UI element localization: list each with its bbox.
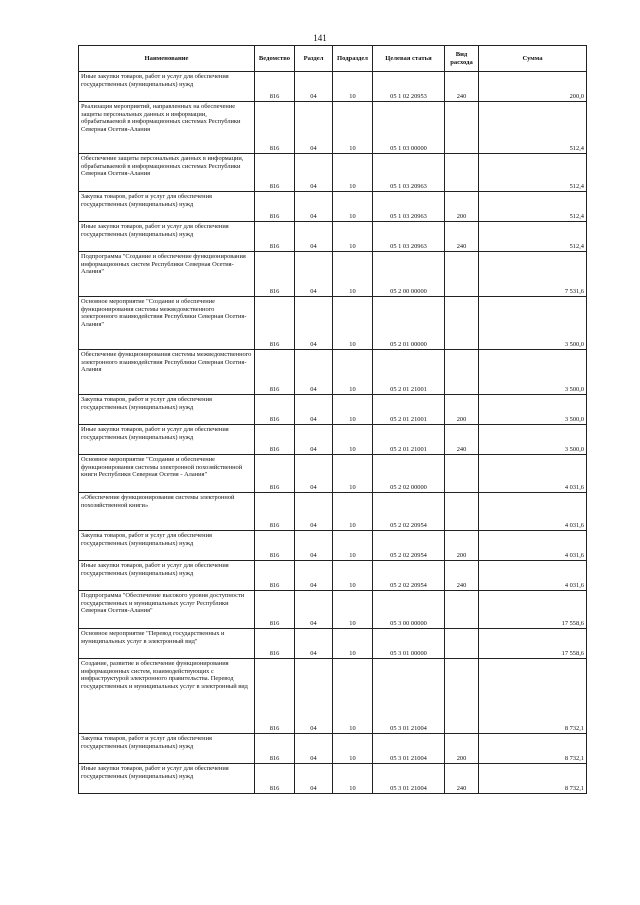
cell-section: 04	[295, 659, 333, 734]
cell-dept: 816	[255, 734, 295, 764]
cell-name: Закупка товаров, работ и услуг для обеспечения государственных (муниципальных) нужд	[79, 734, 255, 764]
cell-sum: 512,4	[479, 192, 587, 222]
cell-dept: 816	[255, 629, 295, 659]
table-row	[79, 154, 587, 192]
table-row	[79, 425, 587, 455]
cell-name: Иные закупки товаров, работ и услуг для обеспечения государственных (муниципальных) нужд	[79, 764, 255, 794]
cell-subsection: 10	[333, 252, 373, 297]
cell-sum: 4 031,6	[479, 493, 587, 531]
cell-sum: 512,4	[479, 154, 587, 192]
cell-name: Реализация мероприятий, направленных на обеспечение защиты персональных данных и информации, обрабатываемой в информационных системах Республики Северная Осетия-Алания	[79, 102, 255, 154]
cell-target: 05 2 00 00000	[373, 252, 445, 297]
page-number: 141	[313, 33, 327, 43]
cell-target: 05 2 01 21001	[373, 395, 445, 425]
cell-target: 05 3 01 21004	[373, 764, 445, 794]
cell-subsection: 10	[333, 531, 373, 561]
cell-kind	[445, 154, 479, 192]
cell-kind	[445, 297, 479, 350]
cell-dept: 816	[255, 192, 295, 222]
cell-subsection: 10	[333, 734, 373, 764]
cell-section: 04	[295, 192, 333, 222]
cell-sum: 4 031,6	[479, 455, 587, 493]
cell-target: 05 3 01 21004	[373, 659, 445, 734]
cell-target: 05 2 02 20954	[373, 493, 445, 531]
cell-sum: 7 531,6	[479, 252, 587, 297]
cell-target: 05 1 03 00000	[373, 102, 445, 154]
table-row	[79, 222, 587, 252]
header-row	[79, 46, 587, 72]
cell-section: 04	[295, 591, 333, 629]
cell-section: 04	[295, 561, 333, 591]
header-section: Раздел	[295, 46, 333, 72]
cell-subsection: 10	[333, 659, 373, 734]
cell-name: Иные закупки товаров, работ и услуг для обеспечения государственных (муниципальных) нужд	[79, 72, 255, 102]
cell-section: 04	[295, 72, 333, 102]
cell-kind	[445, 659, 479, 734]
cell-section: 04	[295, 222, 333, 252]
cell-subsection: 10	[333, 455, 373, 493]
table-row	[79, 493, 587, 531]
cell-kind	[445, 252, 479, 297]
cell-subsection: 10	[333, 493, 373, 531]
cell-name: Закупка товаров, работ и услуг для обеспечения государственных (муниципальных) нужд	[79, 395, 255, 425]
cell-target: 05 2 02 00000	[373, 455, 445, 493]
cell-sum: 512,4	[479, 102, 587, 154]
cell-subsection: 10	[333, 350, 373, 395]
cell-subsection: 10	[333, 297, 373, 350]
cell-name: Иные закупки товаров, работ и услуг для обеспечения государственных (муниципальных) нужд	[79, 561, 255, 591]
header-name: Наименование	[79, 46, 255, 72]
table-row	[79, 734, 587, 764]
cell-sum: 3 500,0	[479, 395, 587, 425]
cell-name: Основное мероприятие "Создание и обеспечение функционирования системы межведомственного электронного взаимодействия Республики Северная Осетия-Алания"	[79, 297, 255, 350]
cell-section: 04	[295, 154, 333, 192]
cell-dept: 816	[255, 297, 295, 350]
cell-name: Иные закупки товаров, работ и услуг для обеспечения государственных (муниципальных) нужд	[79, 222, 255, 252]
table-row	[79, 395, 587, 425]
cell-target: 05 1 03 20963	[373, 154, 445, 192]
cell-name: Основное мероприятие "Создание и обеспечение функционирования системы электронной похозяйственной книги Республики Северная Осетия - Алания"	[79, 455, 255, 493]
cell-kind: 200	[445, 531, 479, 561]
cell-subsection: 10	[333, 154, 373, 192]
cell-sum: 4 031,6	[479, 531, 587, 561]
cell-target: 05 1 03 20963	[373, 192, 445, 222]
cell-target: 05 3 00 00000	[373, 591, 445, 629]
cell-name: Обеспечение функционирования системы межведомственного электронного взаимодействия Республики Северная Осетия-Алания	[79, 350, 255, 395]
cell-kind: 240	[445, 222, 479, 252]
cell-target: 05 2 01 00000	[373, 297, 445, 350]
cell-dept: 816	[255, 154, 295, 192]
cell-dept: 816	[255, 561, 295, 591]
cell-section: 04	[295, 455, 333, 493]
cell-section: 04	[295, 531, 333, 561]
cell-section: 04	[295, 252, 333, 297]
cell-section: 04	[295, 395, 333, 425]
budget-table	[78, 45, 587, 794]
cell-dept: 816	[255, 425, 295, 455]
cell-kind: 200	[445, 395, 479, 425]
table-row	[79, 350, 587, 395]
cell-section: 04	[295, 350, 333, 395]
table-row	[79, 659, 587, 734]
table-row	[79, 72, 587, 102]
cell-dept: 816	[255, 455, 295, 493]
cell-sum: 512,4	[479, 222, 587, 252]
cell-subsection: 10	[333, 591, 373, 629]
table-row	[79, 629, 587, 659]
table-row	[79, 297, 587, 350]
cell-section: 04	[295, 425, 333, 455]
cell-subsection: 10	[333, 222, 373, 252]
cell-dept: 816	[255, 252, 295, 297]
cell-subsection: 10	[333, 629, 373, 659]
table-row	[79, 102, 587, 154]
cell-subsection: 10	[333, 72, 373, 102]
cell-sum: 3 500,0	[479, 297, 587, 350]
cell-dept: 816	[255, 591, 295, 629]
cell-kind: 200	[445, 192, 479, 222]
table-row	[79, 561, 587, 591]
cell-target: 05 2 01 21001	[373, 425, 445, 455]
cell-name: Основное мероприятие "Перевод государственных и муниципальных услуг в электронный вид"	[79, 629, 255, 659]
cell-dept: 816	[255, 493, 295, 531]
table-row	[79, 591, 587, 629]
cell-subsection: 10	[333, 192, 373, 222]
cell-kind	[445, 493, 479, 531]
cell-sum: 200,0	[479, 72, 587, 102]
cell-kind: 240	[445, 561, 479, 591]
cell-subsection: 10	[333, 395, 373, 425]
cell-section: 04	[295, 102, 333, 154]
header-target: Целевая статья	[373, 46, 445, 72]
cell-dept: 816	[255, 102, 295, 154]
cell-target: 05 1 02 20953	[373, 72, 445, 102]
cell-name: Обеспечение защиты персональных данных в информации, обрабатываемой в информационных системах Республики Северная Осетия-Алания	[79, 154, 255, 192]
cell-section: 04	[295, 493, 333, 531]
cell-target: 05 1 03 20963	[373, 222, 445, 252]
cell-dept: 816	[255, 350, 295, 395]
table-row	[79, 455, 587, 493]
cell-dept: 816	[255, 395, 295, 425]
cell-subsection: 10	[333, 425, 373, 455]
table-row	[79, 192, 587, 222]
cell-kind: 240	[445, 425, 479, 455]
cell-dept: 816	[255, 659, 295, 734]
cell-kind: 240	[445, 72, 479, 102]
table-row	[79, 764, 587, 794]
cell-name: Создание, развитие и обеспечение функционирования информационных систем, взаимодействующих с инфраструктурой электронного правительства. Перевод государственных и муниципальных услуг в электронный вид	[79, 659, 255, 734]
cell-subsection: 10	[333, 102, 373, 154]
cell-subsection: 10	[333, 764, 373, 794]
header-sum: Сумма	[479, 46, 587, 72]
cell-name: Иные закупки товаров, работ и услуг для обеспечения государственных (муниципальных) нужд	[79, 425, 255, 455]
cell-target: 05 2 02 20954	[373, 561, 445, 591]
cell-target: 05 2 02 20954	[373, 531, 445, 561]
cell-name: «Обеспечение функционирования системы электронной похозяйственной книги»	[79, 493, 255, 531]
cell-dept: 816	[255, 764, 295, 794]
cell-kind	[445, 455, 479, 493]
cell-section: 04	[295, 297, 333, 350]
cell-sum: 8 732,1	[479, 659, 587, 734]
cell-target: 05 3 01 00000	[373, 629, 445, 659]
cell-name: Подпрограмма "Создание и обеспечение функционирования информационных систем Республики Северная Осетия- Алания"	[79, 252, 255, 297]
cell-sum: 3 500,0	[479, 350, 587, 395]
cell-kind	[445, 629, 479, 659]
cell-sum: 8 732,1	[479, 764, 587, 794]
cell-target: 05 3 01 21004	[373, 734, 445, 764]
cell-name: Подпрограмма "Обеспечение высокого уровня доступности государственных и муниципальных услуг Республики Северная Осетия-Алания"	[79, 591, 255, 629]
header-kind: Вид расхода	[445, 46, 479, 72]
cell-sum: 8 732,1	[479, 734, 587, 764]
table-row	[79, 531, 587, 561]
cell-dept: 816	[255, 222, 295, 252]
cell-kind	[445, 591, 479, 629]
cell-dept: 816	[255, 72, 295, 102]
cell-section: 04	[295, 764, 333, 794]
cell-section: 04	[295, 629, 333, 659]
cell-section: 04	[295, 734, 333, 764]
header-subsection: Подраздел	[333, 46, 373, 72]
cell-name: Закупка товаров, работ и услуг для обеспечения государственных (муниципальных) нужд	[79, 192, 255, 222]
cell-kind: 200	[445, 734, 479, 764]
cell-kind	[445, 102, 479, 154]
table-row	[79, 252, 587, 297]
cell-target: 05 2 01 21001	[373, 350, 445, 395]
cell-sum: 4 031,6	[479, 561, 587, 591]
cell-dept: 816	[255, 531, 295, 561]
cell-sum: 3 500,0	[479, 425, 587, 455]
cell-kind	[445, 350, 479, 395]
cell-kind: 240	[445, 764, 479, 794]
cell-name: Закупка товаров, работ и услуг для обеспечения государственных (муниципальных) нужд	[79, 531, 255, 561]
cell-sum: 17 558,6	[479, 629, 587, 659]
cell-subsection: 10	[333, 561, 373, 591]
header-dept: Ведомство	[255, 46, 295, 72]
cell-sum: 17 558,6	[479, 591, 587, 629]
